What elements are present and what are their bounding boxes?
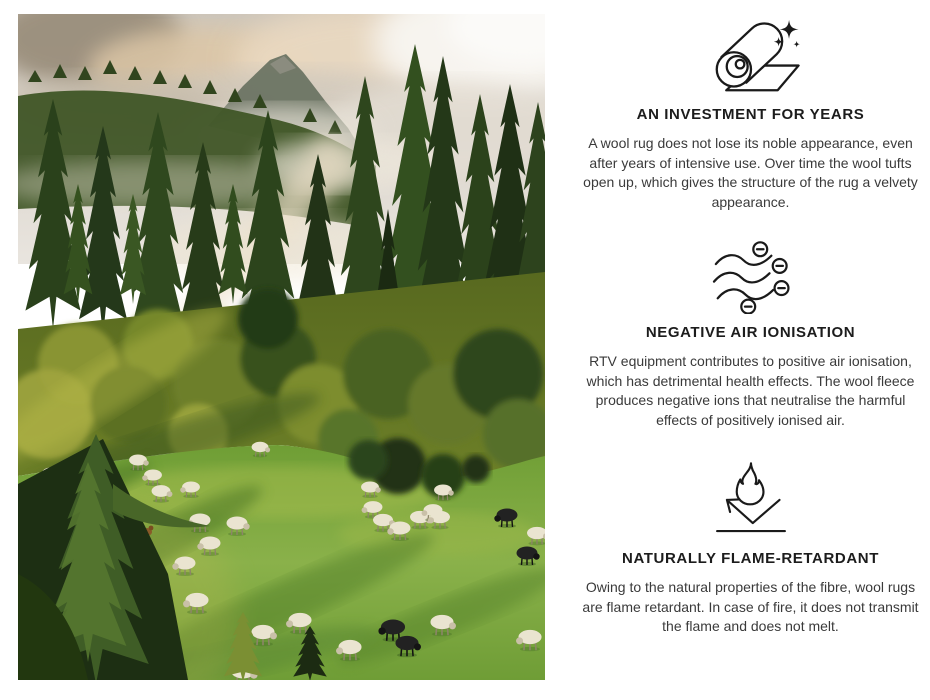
negative-ions-airflow-icon — [703, 240, 799, 314]
meadow-photo — [18, 14, 545, 680]
flame-deflect-icon — [705, 458, 797, 540]
feature-flame — [578, 458, 923, 637]
rug-roll-sparkle-icon — [695, 18, 807, 96]
feature-body: Owing to the natural properties of the fibre, wool rugs are flame retardant. In case of fire, it does not transmit the flame and does not melt. — [582, 579, 919, 634]
feature-investment — [578, 18, 923, 212]
feature-ionisation — [578, 240, 923, 430]
features-column — [545, 0, 930, 700]
feature-body: A wool rug does not lose its noble appearance, even after years of intensive use. Over time the wool tufts open up, which gives the structure of the rug a velvety appearance. — [583, 135, 918, 210]
feature-body: RTV equipment contributes to positive air ionisation, which has detrimental health effects. The wool fleece produces negative ions that neutralise the harmful effects of positively ionised air. — [586, 353, 915, 428]
feature-title: NEGATIVE AIR IONISATION — [645, 324, 856, 341]
feature-title: NATURALLY FLAME-RETARDANT — [622, 550, 879, 567]
feature-title: AN INVESTMENT FOR YEARS — [636, 106, 865, 123]
meadow-photo-art — [18, 14, 545, 680]
